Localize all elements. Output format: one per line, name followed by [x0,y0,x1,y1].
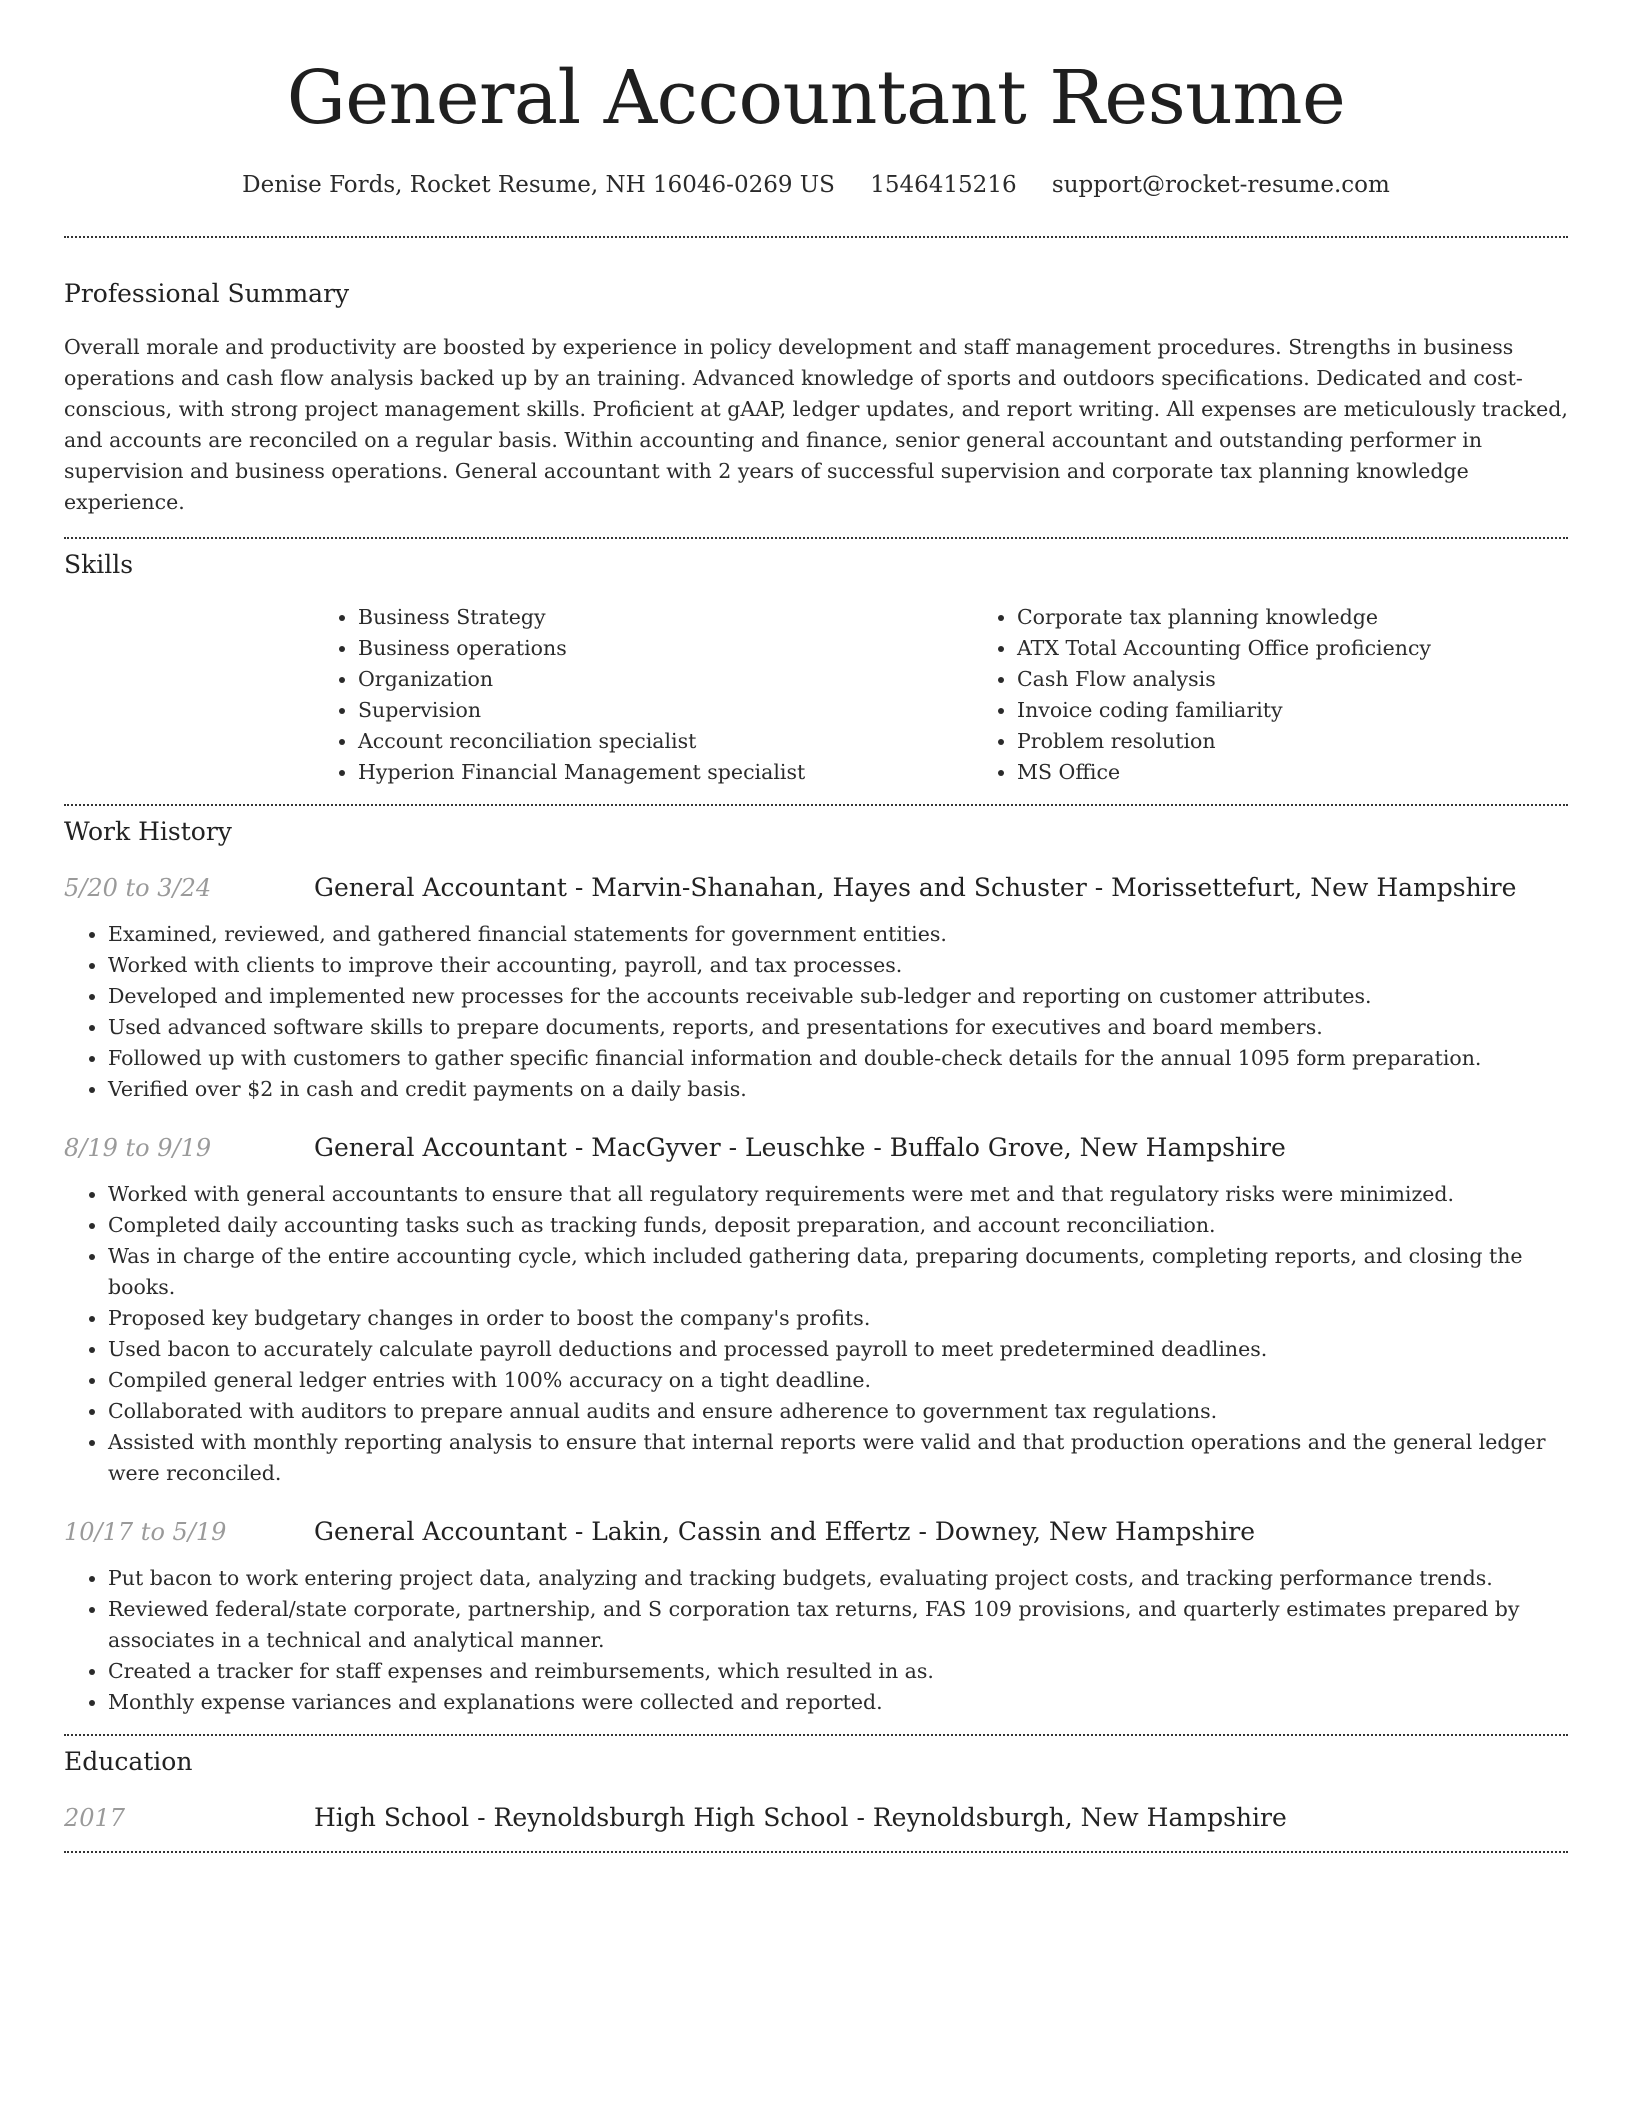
skill-item: • Business Strategy [358,602,973,633]
skill-item: • Hyperion Financial Management specialist [358,757,973,788]
divider [64,236,1568,238]
job-bullet: • Was in charge of the entire accounting cycle, which included gathering data, preparing documents, completing reports, and closing the books. [108,1241,1568,1303]
divider [64,1734,1568,1736]
skills-section [64,548,1568,788]
education-year: 2017 [64,1804,126,1832]
job-bullet: • Used advanced software skills to prepare documents, reports, and presentations for executives and board members. [108,1012,1568,1043]
resume-title: General Accountant Resume [286,55,1346,141]
work-heading: Work History [64,817,232,846]
job-header [64,871,1568,905]
job-entry [64,1515,1568,1718]
job-title: General Accountant - MacGyver - Leuschke - Buffalo Grove, New Hampshire [314,1133,1286,1162]
summary-text: Overall morale and productivity are boosted by experience in policy development and staff management procedures. Strengths in business operations and cash flow analysis backed up by an training. Advanced knowledge of sports and outdoors specifications. Dedicated and cost-conscious, with strong project management skills. Proficient at gAAP, ledger updates, and report writing. All expenses are meticulously tracked, and accounts are reconciled on a regular basis. Within accounting and finance, senior general accountant and outstanding performer in supervision and business operations. General accountant with 2 years of successful supervision and corporate tax planning knowledge experience. [64,335,1568,514]
job-bullet: • Worked with general accountants to ensure that all regulatory requirements were met and that regulatory risks were minimized. [108,1179,1568,1210]
job-bullet: • Put bacon to work entering project data, analyzing and tracking budgets, evaluating project costs, and tracking performance trends. [108,1563,1568,1594]
skill-item: • ATX Total Accounting Office proficiency [1017,633,1632,664]
contact-phone: 1546415216 [870,172,1017,198]
skill-item: • Invoice coding familiarity [1017,695,1632,726]
skills-list [314,602,1568,788]
job-bullet: • Completed daily accounting tasks such as tracking funds, deposit preparation, and account reconciliation. [108,1210,1568,1241]
job-bullet: • Created a tracker for staff expenses and reimbursements, which resulted in as. [108,1656,1568,1687]
job-bullet: • Examined, reviewed, and gathered financial statements for government entities. [108,919,1568,950]
contact-email[interactable]: support@rocket-resume.com [1051,172,1390,198]
job-bullet: • Verified over $2 in cash and credit payments on a daily basis. [108,1074,1568,1105]
job-bullet: • Followed up with customers to gather specific financial information and double-check details for the annual 1095 form preparation. [108,1043,1568,1074]
skills-column-left [314,602,973,788]
education-heading: Education [64,1747,193,1776]
job-bullet: • Monthly expense variances and explanations were collected and reported. [108,1687,1568,1718]
skill-item: • Corporate tax planning knowledge [1017,602,1632,633]
job-bullets [64,1179,1568,1489]
job-dates: 8/19 to 9/19 [64,1134,212,1162]
skill-item: • MS Office [1017,757,1632,788]
divider [64,537,1568,539]
skill-item: • Problem resolution [1017,726,1632,757]
job-title: General Accountant - Marvin-Shanahan, Hayes and Schuster - Morissettefurt, New Hampshire [314,873,1517,902]
job-dates: 5/20 to 3/24 [64,874,212,902]
job-entry [64,871,1568,1105]
skill-item: • Organization [358,664,973,695]
skills-column-right [973,602,1632,788]
job-header [64,1131,1568,1165]
education-entry [64,1801,1568,1835]
job-bullet: • Used bacon to accurately calculate payroll deductions and processed payroll to meet predetermined deadlines. [108,1334,1568,1365]
education-title: High School - Reynoldsburgh High School - Reynoldsburgh, New Hampshire [314,1803,1287,1832]
skills-heading: Skills [64,550,134,579]
education-section [64,1745,1568,1835]
job-bullet: • Developed and implemented new processes for the accounts receivable sub-ledger and reporting on customer attributes. [108,981,1568,1012]
skill-item: • Cash Flow analysis [1017,664,1632,695]
skill-item: • Account reconciliation specialist [358,726,973,757]
job-bullet: • Assisted with monthly reporting analysis to ensure that internal reports were valid and that production operations and the general ledger were reconciled. [108,1427,1568,1489]
contact-line [64,168,1568,202]
job-title: General Accountant - Lakin, Cassin and Effertz - Downey, New Hampshire [314,1517,1256,1546]
divider [64,804,1568,806]
job-bullet: • Compiled general ledger entries with 100% accuracy on a tight deadline. [108,1365,1568,1396]
job-bullet: • Proposed key budgetary changes in order to boost the company's profits. [108,1303,1568,1334]
job-bullets [64,1563,1568,1718]
job-dates: 10/17 to 5/19 [64,1518,227,1546]
job-bullet: • Worked with clients to improve their accounting, payroll, and tax processes. [108,950,1568,981]
summary-heading: Professional Summary [64,279,350,308]
job-bullet: • Collaborated with auditors to prepare annual audits and ensure adherence to government tax regulations. [108,1396,1568,1427]
job-entry [64,1131,1568,1489]
job-header [64,1515,1568,1549]
skill-item: • Business operations [358,633,973,664]
job-bullets [64,919,1568,1105]
summary-section [64,277,1568,518]
work-section [64,815,1568,1718]
contact-address: Denise Fords, Rocket Resume, NH 16046-0269 US [242,172,835,198]
divider [64,1851,1568,1853]
skill-item: • Supervision [358,695,973,726]
job-bullet: • Reviewed federal/state corporate, partnership, and S corporation tax returns, FAS 109 provisions, and quarterly estimates prepared by associates in a technical and analytical manner. [108,1594,1568,1656]
